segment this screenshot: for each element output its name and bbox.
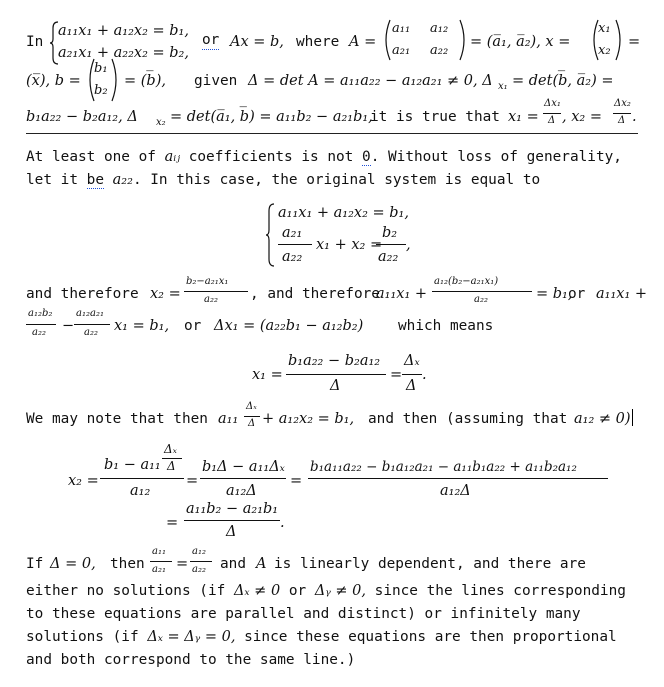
text-eq-b1: = b₁, [536,286,573,302]
math-aij: aᵢⱼ [164,149,181,165]
system2-row2: x₁ + x₂ = [316,237,383,253]
text: let it [26,172,78,188]
frac-num: b₂−a₂₁x₁ [186,276,229,287]
frac-num: a₁₁b₂ − a₂₁b₁ [186,501,279,517]
math-cond: a₁₂ ≠ 0) [574,411,631,427]
text: and both correspond to the same line.) [26,652,356,668]
fraction-bar [613,113,631,114]
text-eq: = [390,367,403,383]
text: or [288,583,307,599]
frac-den: a₂₂ [32,327,46,338]
text: either no solutions (if [26,583,226,599]
text-delta-def: Δ = det A = a₁₁a₂₂ − a₁₂a₂₁ ≠ 0, Δ [248,73,493,89]
text-x2-eq: x₂ = [68,473,99,489]
text-cursor [632,409,633,426]
text-eq: = [290,473,303,489]
text-eq: = [166,515,179,531]
text-zero: 0 [362,149,371,165]
text-x2-eq: x₂ = [150,286,181,302]
matrix-a22: a₂₂ [430,43,449,58]
right-paren-icon [458,18,468,62]
text-or: or [568,286,586,302]
frac-num: Δx₂ [614,98,631,109]
fraction-bar [74,324,110,325]
frac-den: a₁₂ [130,483,151,499]
text: and then (assuming that [368,411,568,427]
frac-num: b₁a₁₁a₂₂ − b₁a₁₂a₂₁ − a₁₁b₁a₂₂ + a₁₁b₂a₁₂ [310,459,577,475]
matrix-a21: a₂₁ [392,43,411,58]
text-period: . [422,367,427,383]
text-period: . [280,515,285,531]
text: We may note that then [26,411,208,427]
left-brace-icon [266,202,276,268]
text-period: . [632,109,637,125]
fraction-bar [184,291,248,292]
frac-den: a₂₂ [282,249,303,265]
text-comma: , [406,237,411,253]
frac-den: a₂₁ [152,564,166,575]
text-x1-eq: x₁ = [508,109,539,125]
text: coefficients is not [188,149,354,165]
frac-den: Δ [226,524,237,540]
text-tail: a₁₁x₁ + [596,286,648,302]
text: If [26,556,44,572]
paragraph-line [26,603,581,625]
text-delta-x1: Δx₁ = (a₂₂b₁ − a₁₂b₂) [214,318,364,334]
sub-x1: x₁ [498,81,508,92]
vector-x1: x₁ [598,21,611,36]
frac-num: Δx₁ [544,98,561,109]
frac-den: Δ [618,115,626,126]
fraction-bar [150,561,172,562]
text: . Without loss of generality, [370,149,622,165]
fraction-bar [543,113,561,114]
frac-num: a₁₂a₂₁ [76,308,104,319]
frac-den: Δ [248,418,256,429]
system2-row1: a₁₁x₁ + a₁₂x₂ = b₁, [278,205,409,221]
text-b1a22: b₁a₂₂ − b₂a₁₂, Δ [26,109,138,125]
text: since the lines corresponding [374,583,626,599]
text: and therefore [26,286,139,302]
text-where: where [296,34,340,50]
text-columns: = (a̅₁, a̅₂), x = [470,34,571,50]
text-or: or [184,318,202,334]
frac-den: a₂₂ [204,294,218,305]
frac-num: b₁a₂₂ − b₂a₁₂ [288,353,381,369]
vector-x2: x₂ [598,43,611,58]
vector-b1: b₁ [94,61,108,76]
frac-num: Δₓ [164,442,177,456]
right-paren-icon [110,57,120,103]
text-be: be [86,172,104,188]
text-minus: − [62,318,75,334]
left-paren-icon [382,18,392,62]
frac-den: a₂₂ [378,249,399,265]
text-true-that: it is true that [370,109,500,125]
frac-den: Δ [167,459,176,473]
frac-num: a₁₂ [192,546,206,557]
math-a22: a₂₂ [112,172,133,188]
text-eq: = [176,556,189,572]
horizontal-rule [26,133,638,134]
text-expr: + a₁₂x₂ = b₁, [262,411,355,427]
frac-den: a₁₂Δ [226,483,257,499]
frac-num: a₂₁ [282,225,303,241]
frac-num: b₁ − a₁₁ [104,457,161,473]
text: which means [398,318,494,334]
text: and [220,556,246,572]
math-delta0: Δ = 0, [50,556,96,572]
math-cond: Δᵧ ≠ 0, [314,583,366,599]
fraction-bar [278,244,312,245]
fraction-bar [100,478,184,479]
frac-num: Δₓ [404,353,420,369]
fraction-bar [432,291,532,292]
paragraph-line [26,626,617,648]
text-x1-eq-b1: x₁ = b₁, [114,318,170,334]
text-eq: = [628,34,641,50]
frac-num: Δₓ [246,401,257,412]
frac-den: Δ [548,115,556,126]
right-paren-icon [614,18,624,62]
paragraph-line [26,580,626,602]
math-cond: Δₓ = Δᵧ = 0, [147,629,236,645]
frac-den: a₂₂ [474,294,488,305]
frac-den: a₁₂Δ [440,483,471,499]
math-cond: Δₓ ≠ 0 [233,583,281,599]
fraction-bar [190,561,212,562]
frac-num: b₁Δ − a₁₁Δₓ [202,459,285,475]
frac-num: a₁₂b₂ [28,308,53,319]
text-in: In [26,34,44,50]
frac-num: a₁₁ [152,546,166,557]
frac-num: a₁₂(b₂−a₂₁x₁) [434,276,499,287]
matrix-a11: a₁₁ [392,21,411,36]
text-or: or [202,32,220,48]
text: then [110,556,145,572]
sub-x2: x₂ [156,117,166,128]
text-a11: a₁₁ [218,411,239,427]
fraction-bar [26,324,56,325]
fraction-bar [244,416,260,417]
fraction-bar [376,244,406,245]
math-A: A [256,556,267,572]
text-det-x1: = det(b̅, a̅₂) = [512,73,614,89]
text: to these equations are parallel and distinct) or infinitely many [26,606,581,622]
frac-den: Δ [330,378,341,394]
frac-den: a₂₂ [84,327,98,338]
text-x1-eq: x₁ = [252,367,283,383]
fraction-bar [200,478,286,479]
text-bvec: = (b̅), [124,73,166,89]
text: , and therefore [250,286,380,302]
text-x2-eq: , x₂ = [562,109,602,125]
vector-b2: b₂ [94,83,108,98]
text-xvec-b: (x̅), b = [26,73,81,89]
text-cond [574,408,633,430]
system-row-1: a₁₁x₁ + a₁₂x₂ = b₁, [58,23,189,39]
paragraph-line [26,169,540,191]
text-ax-eq-b: Ax = b, [230,34,284,50]
text: solutions (if [26,629,139,645]
text: since these equations are then proportional [244,629,617,645]
text: At least one of [26,149,156,165]
frac-den: a₂₂ [192,564,206,575]
text-det-x2: = det(a̅₁, b̅) = a₁₁b₂ − a₂₁b₁, [170,109,373,125]
text-a-eq: A = [349,34,377,50]
text-given: given [194,73,238,89]
text-eq: = [186,473,199,489]
fraction-bar [308,478,608,479]
system-row-2: a₂₁x₁ + a₂₂x₂ = b₂, [58,45,189,61]
matrix-a12: a₁₂ [430,21,449,36]
text: . In this case, the original system is equal to [132,172,541,188]
frac-num: b₂ [382,225,398,241]
paragraph-line [26,146,622,168]
text-expr: a₁₁x₁ + [376,286,428,302]
frac-den: Δ [406,378,417,394]
text: is linearly dependent, and there are [274,556,586,572]
paragraph-line [26,649,355,671]
